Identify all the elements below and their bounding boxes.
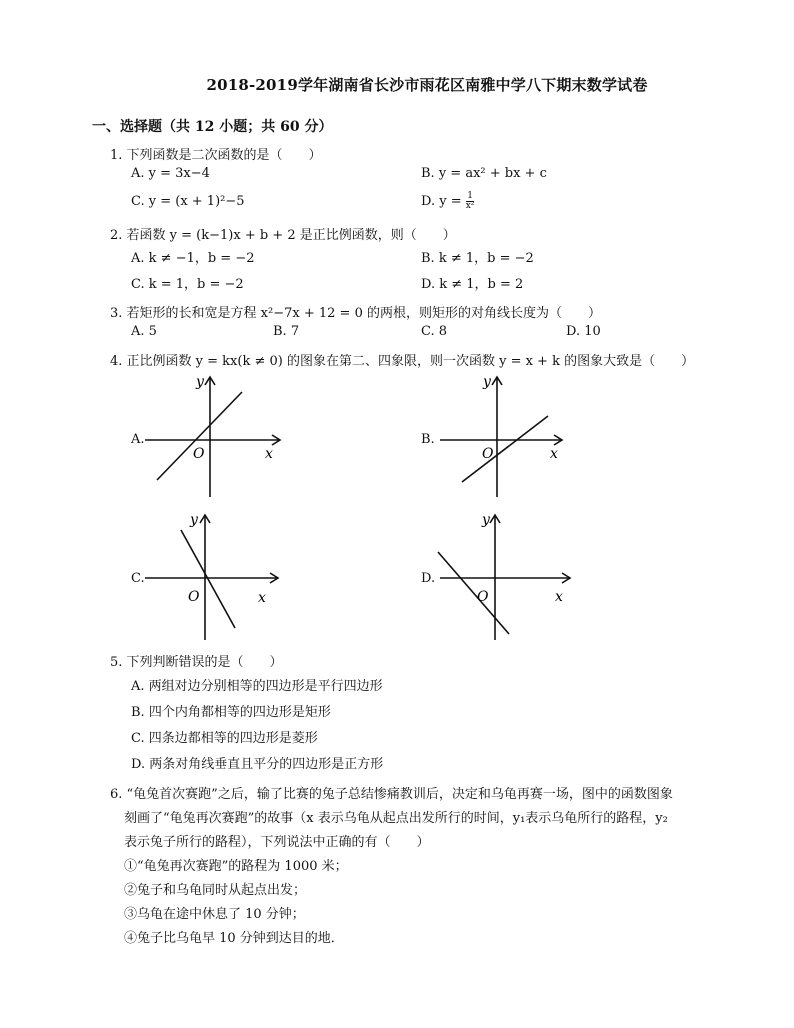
x-axis-label: x: [265, 446, 273, 462]
question-3-stem: 3. 若矩形的长和宽是方程 x²−7x + 12 = 0 的两根，则矩形的对角线长度为（ ）: [110, 306, 601, 321]
question-1-option-a[interactable]: A. y = 3x−4: [131, 166, 210, 181]
function-line: [181, 530, 235, 628]
question-3-option-c[interactable]: C. 8: [421, 324, 448, 339]
question-5-option-a[interactable]: A. 两组对边分别相等的四边形是平行四边形: [131, 679, 383, 694]
question-1-option-b[interactable]: B. y = ax² + bx + c: [421, 166, 547, 181]
page-title: 2018-2019学年湖南省长沙市雨花区南雅中学八下期末数学试卷: [206, 76, 648, 94]
question-4-stem: 4. 正比例函数 y = kx(k ≠ 0) 的图象在第二、四象限，则一次函数 y = x + k 的图象大致是（ ）: [110, 354, 695, 369]
question-2-option-c[interactable]: C. k = 1，b = −2: [131, 277, 244, 292]
question-2-stem: 2. 若函数 y = (k−1)x + b + 2 是正比例函数，则（ ）: [110, 228, 456, 243]
fraction: [466, 192, 475, 211]
function-line: [438, 552, 509, 634]
question-6-stem-line-1: 6. “龟兔首次赛跑”之后，输了比赛的兔子总结惨痛教训后，决定和乌龟再赛一场，图中的函数图象: [110, 787, 673, 802]
question-6-statement-3: ③乌龟在途中休息了 10 分钟；: [124, 907, 305, 922]
origin-label: O: [188, 589, 200, 605]
question-5-option-c[interactable]: C. 四条边都相等的四边形是菱形: [131, 731, 318, 746]
question-4-option-c[interactable]: C.: [131, 571, 145, 586]
function-line: [462, 416, 548, 482]
question-2-option-d[interactable]: D. k ≠ 1，b = 2: [421, 277, 524, 292]
question-2-option-b[interactable]: B. k ≠ 1，b = −2: [421, 251, 534, 266]
question-6-stem-line-3: 表示兔子所行的路程），下列说法中正确的有（ ）: [124, 835, 430, 850]
x-axis-label: x: [258, 590, 266, 606]
function-line: [157, 392, 242, 480]
y-axis-label: y: [190, 512, 198, 528]
graph-c: [145, 510, 285, 644]
question-5-option-d[interactable]: D. 两条对角线垂直且平分的四边形是正方形: [131, 757, 384, 772]
question-6-statement-4: ④兔子比乌龟早 10 分钟到达目的地．: [124, 931, 344, 946]
question-1-option-d-label: D. y =: [421, 194, 466, 209]
graph-d: [435, 510, 575, 644]
x-axis-label: x: [550, 446, 558, 462]
y-axis-label: y: [196, 374, 204, 390]
question-4-option-a[interactable]: A.: [131, 432, 145, 447]
origin-label: O: [482, 446, 494, 462]
question-3-option-d[interactable]: D. 10: [566, 324, 601, 339]
question-6-stem-line-2: 刻画了“龟兔再次赛跑”的故事（x 表示乌龟从起点出发所行的时间，y₁表示乌龟所行的路程，y₂: [124, 811, 668, 826]
x-axis-label: x: [555, 589, 563, 605]
question-6-statement-1: ①“龟兔再次赛跑”的路程为 1000 米；: [124, 859, 348, 874]
fraction-numerator: 1: [467, 191, 473, 201]
question-5-option-b[interactable]: B. 四个内角都相等的四边形是矩形: [131, 705, 331, 720]
y-axis-label: y: [482, 512, 490, 528]
question-4-option-d[interactable]: D.: [421, 571, 436, 586]
question-1-option-c[interactable]: C. y = (x + 1)²−5: [131, 194, 245, 209]
graph-b: [435, 372, 575, 502]
question-1-option-d[interactable]: [421, 192, 474, 211]
question-5-stem: 5. 下列判断错误的是（ ）: [110, 655, 283, 670]
question-3-option-a[interactable]: A. 5: [131, 324, 157, 339]
question-6-statement-2: ②兔子和乌龟同时从起点出发；: [124, 883, 307, 898]
graph-a: [145, 372, 285, 502]
section-title: 一、选择题（共 12 小题；共 60 分）: [92, 119, 333, 135]
question-3-option-b[interactable]: B. 7: [273, 324, 300, 339]
origin-label: O: [477, 589, 489, 605]
fraction-denominator: x²: [465, 201, 475, 211]
origin-label: O: [193, 446, 205, 462]
question-2-option-a[interactable]: A. k ≠ −1，b = −2: [131, 251, 255, 266]
y-axis-label: y: [483, 374, 491, 390]
question-1-stem: 1. 下列函数是二次函数的是（ ）: [110, 148, 322, 163]
question-4-option-b[interactable]: B.: [421, 432, 435, 447]
